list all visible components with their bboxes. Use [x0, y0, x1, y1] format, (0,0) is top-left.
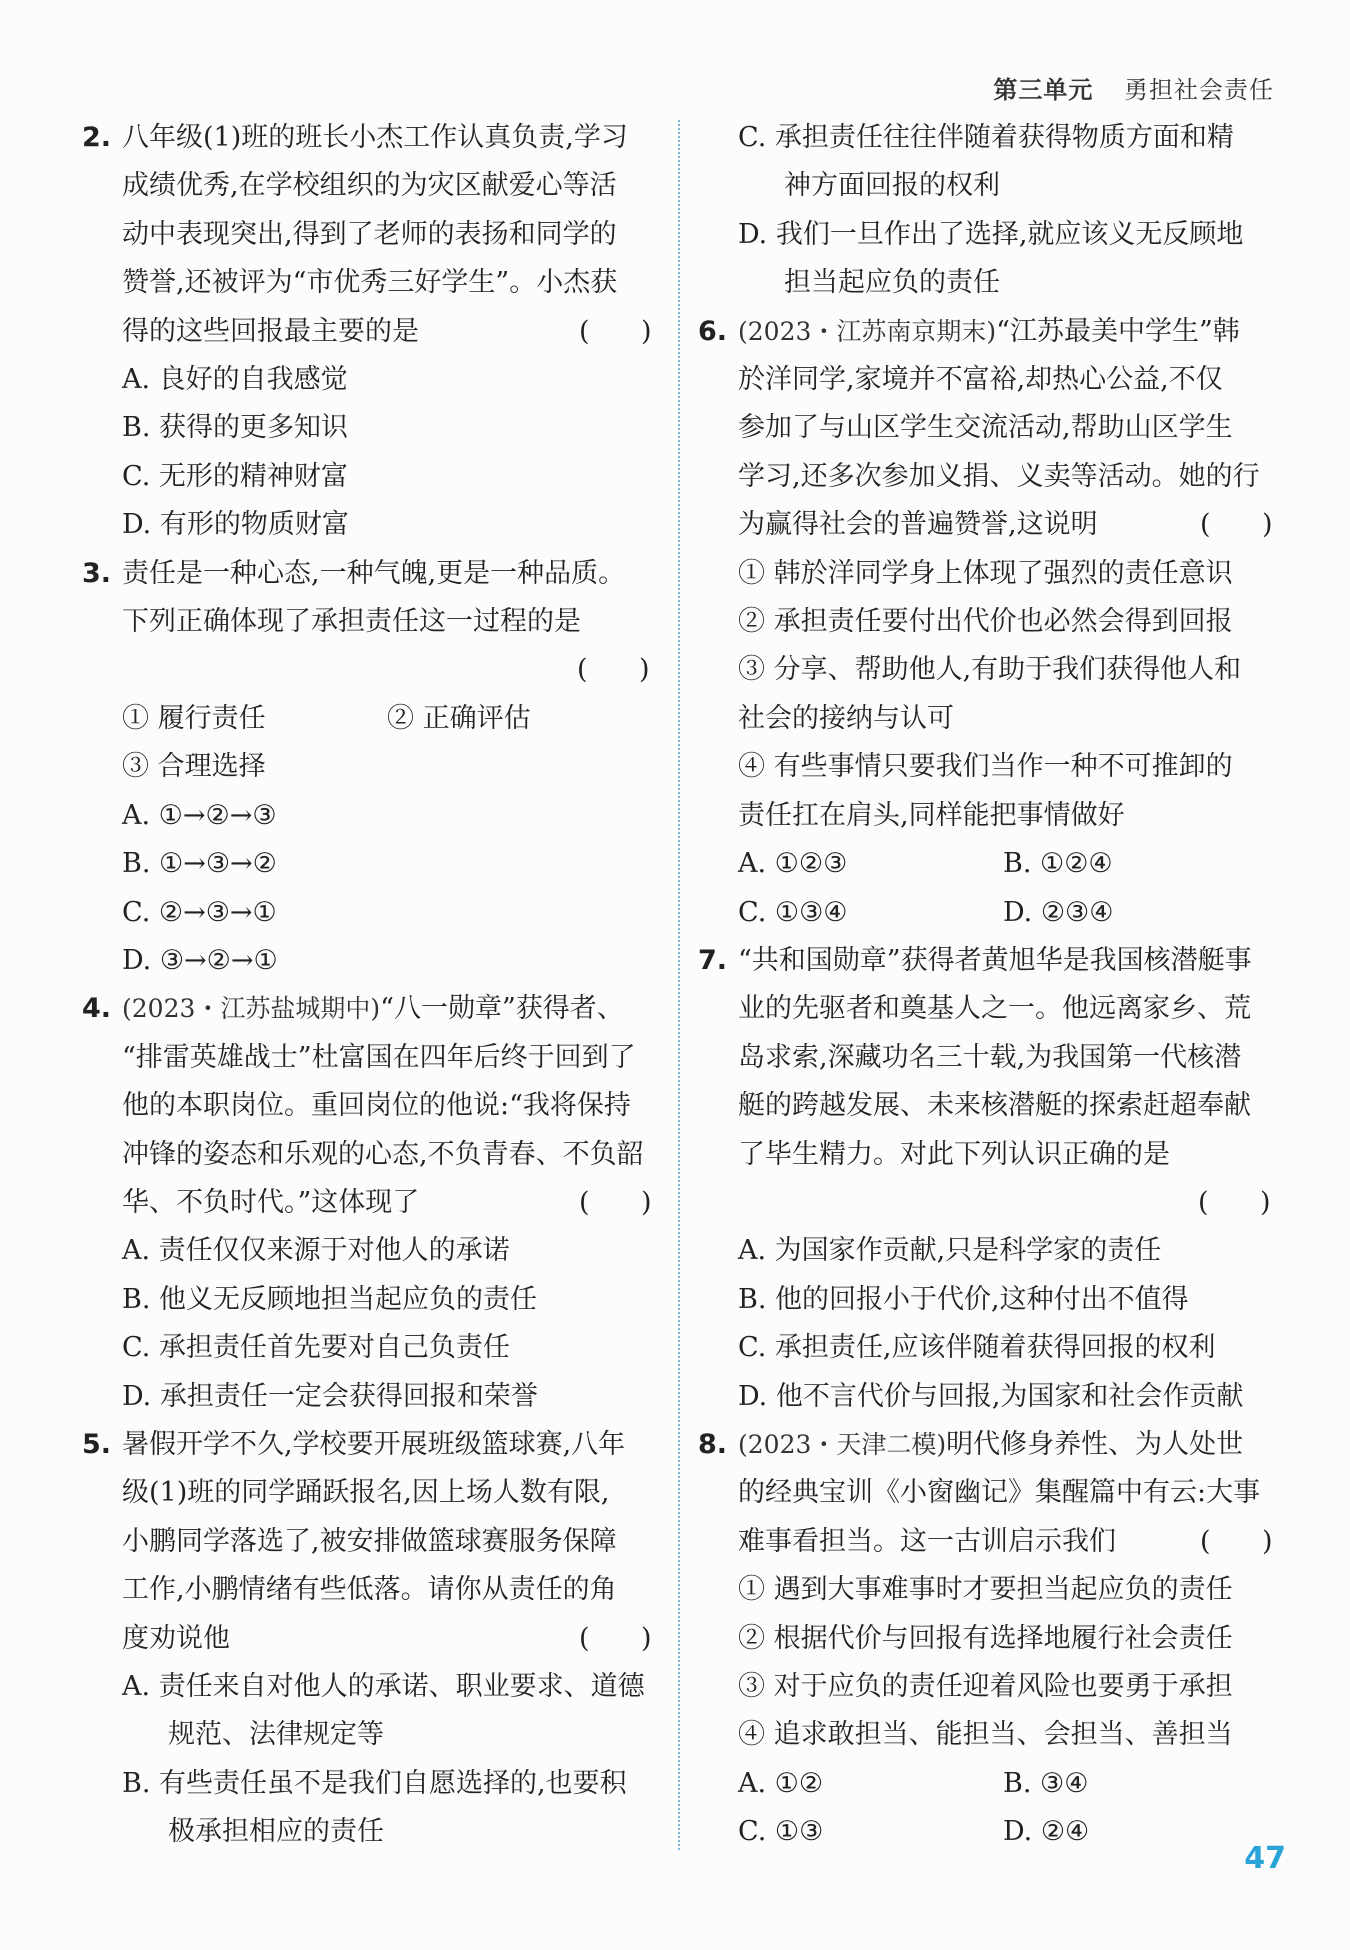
statement-2: ② 根据代价与回报有选择地履行社会责任 — [738, 1622, 1233, 1654]
question-text: 他的本职岗位。重回岗位的他说:“我将保持 — [122, 1090, 631, 1122]
question-text: 为赢得社会的普遍赞誉,这说明 — [738, 509, 1098, 541]
option-d[interactable]: D. ②③④ — [1003, 896, 1114, 928]
question-source: (2023・天津二模) — [738, 1429, 947, 1459]
question-5 — [82, 1421, 657, 1857]
question-text: “八一勋章”获得者、 — [380, 993, 624, 1025]
statement-1: ① 履行责任 — [122, 702, 266, 734]
question-text: 业的先驱者和奠基人之一。他远离家乡、荒 — [738, 993, 1251, 1025]
option-b[interactable]: B. ①→③→② — [122, 848, 277, 880]
question-text: “排雷英雄战士”杜富国在四年后终于回到了 — [122, 1041, 636, 1073]
question-text: 冲锋的姿态和乐观的心态,不负青春、不负韶 — [122, 1138, 644, 1170]
option-c[interactable]: C. ②→③→① — [122, 896, 277, 928]
question-number: 5. — [82, 1428, 112, 1460]
answer-blank[interactable]: ( ) — [577, 654, 650, 686]
unit-title: 勇担社会责任 — [1124, 76, 1274, 104]
option-d[interactable]: D. 我们一旦作出了选择,就应该义无反顾地 — [738, 218, 1244, 250]
question-source: (2023・江苏盐城期中) — [122, 994, 381, 1024]
option-b[interactable]: B. 获得的更多知识 — [122, 412, 349, 444]
question-number: 3. — [82, 557, 112, 589]
question-text: 了毕生精力。对此下列认识正确的是 — [738, 1138, 1170, 1170]
page-header — [993, 70, 1274, 105]
question-number: 7. — [698, 944, 728, 976]
option-b[interactable]: B. ①②④ — [1003, 848, 1113, 880]
option-b[interactable]: B. 有些责任虽不是我们自愿选择的,也要积 — [122, 1767, 627, 1799]
option-c[interactable]: C. 承担责任首先要对自己负责任 — [122, 1332, 510, 1364]
option-c[interactable]: C. ①③④ — [738, 896, 848, 928]
option-c[interactable]: C. ①③ — [738, 1816, 824, 1848]
question-2 — [82, 114, 657, 550]
option-a[interactable]: A. 责任仅仅来源于对他人的承诺 — [122, 1235, 510, 1267]
statement-3: ③ 合理选择 — [122, 751, 266, 783]
question-text: 责任是一种心态,一种气魄,更是一种品质。 — [122, 557, 626, 589]
question-text: 得的这些回报最主要的是 — [122, 315, 419, 347]
question-number: 6. — [698, 315, 728, 347]
question-text: 华、不负时代。”这体现了 — [122, 1186, 420, 1218]
question-text: 八年级(1)班的班长小杰工作认真负责,学习 — [122, 122, 628, 153]
statement-3: ③ 对于应负的责任迎着风险也要勇于承担 — [738, 1671, 1233, 1702]
statement-1: ① 韩於洋同学身上体现了强烈的责任意识 — [738, 557, 1233, 589]
option-d-cont: 担当起应负的责任 — [784, 267, 1000, 299]
statement-4: ④ 有些事情只要我们当作一种不可推卸的 — [738, 751, 1233, 783]
option-a[interactable]: A. 良好的自我感觉 — [122, 364, 348, 396]
option-d[interactable]: D. ②④ — [1003, 1816, 1090, 1848]
question-text: 小鹏同学落选了,被安排做篮球赛服务保障 — [122, 1525, 617, 1557]
question-text: 工作,小鹏情绪有些低落。请你从责任的角 — [122, 1574, 617, 1606]
option-b[interactable]: B. ③④ — [1003, 1767, 1089, 1799]
statement-3-cont: 社会的接纳与认可 — [738, 702, 954, 734]
question-3 — [82, 550, 657, 986]
answer-blank[interactable]: ( ) — [1200, 509, 1273, 541]
statement-2: ② 正确评估 — [387, 702, 531, 734]
answer-blank[interactable]: ( ) — [1198, 1186, 1271, 1218]
question-text: 下列正确体现了承担责任这一过程的是 — [122, 606, 581, 638]
statement-3: ③ 分享、帮助他人,有助于我们获得他人和 — [738, 654, 1242, 686]
question-text: 级(1)班的同学踊跃报名,因上场人数有限, — [122, 1477, 610, 1509]
option-d[interactable]: D. ③→②→① — [122, 944, 278, 976]
question-text: 赞誉,还被评为“市优秀三好学生”。小杰获 — [122, 267, 618, 299]
option-b[interactable]: B. 他的回报小于代价,这种付出不值得 — [738, 1283, 1189, 1315]
option-c[interactable]: C. 无形的精神财富 — [122, 460, 348, 492]
answer-blank[interactable]: ( ) — [579, 315, 652, 347]
question-text: 艇的跨越发展、未来核潜艇的探索赶超奉献 — [738, 1090, 1251, 1122]
question-number: 2. — [82, 122, 112, 153]
answer-blank[interactable]: ( ) — [579, 1186, 652, 1218]
page-number: 47 — [1244, 1841, 1286, 1876]
question-text: 於洋同学,家境并不富裕,却热心公益,不仅 — [738, 364, 1223, 396]
question-text: 动中表现突出,得到了老师的表扬和同学的 — [122, 218, 617, 250]
statement-2: ② 承担责任要付出代价也必然会得到回报 — [738, 606, 1233, 638]
option-c[interactable]: C. 承担责任往往伴随着获得物质方面和精 — [738, 122, 1234, 153]
question-text: 度劝说他 — [122, 1622, 230, 1654]
question-text: 难事看担当。这一古训启示我们 — [738, 1525, 1116, 1557]
question-6 — [698, 308, 1278, 937]
question-5-continued — [698, 114, 1278, 308]
question-text: 岛求索,深藏功名三十载,为我国第一代核潜 — [738, 1041, 1242, 1073]
unit-label: 第三单元 — [993, 75, 1094, 104]
question-source: (2023・江苏南京期末) — [738, 316, 997, 346]
question-4 — [82, 985, 657, 1421]
answer-blank[interactable]: ( ) — [1200, 1525, 1273, 1557]
option-c[interactable]: C. 承担责任,应该伴随着获得回报的权利 — [738, 1332, 1216, 1364]
question-number: 8. — [698, 1428, 728, 1460]
question-text: 参加了与山区学生交流活动,帮助山区学生 — [738, 412, 1233, 444]
question-text: “共和国勋章”获得者黄旭华是我国核潜艇事 — [738, 944, 1252, 976]
left-column — [82, 114, 657, 1857]
question-text: 的经典宝训《小窗幽记》集醒篇中有云:大事 — [738, 1477, 1261, 1509]
answer-blank[interactable]: ( ) — [579, 1622, 652, 1654]
option-b-cont: 极承担相应的责任 — [168, 1816, 384, 1848]
option-a[interactable]: A. ①→②→③ — [122, 799, 277, 831]
statement-4: ④ 追求敢担当、能担当、会担当、善担当 — [738, 1719, 1233, 1751]
question-text: 明代修身养性、为人处世 — [946, 1428, 1244, 1460]
question-number: 4. — [82, 993, 112, 1025]
option-a-cont: 规范、法律规定等 — [168, 1719, 384, 1751]
question-text: “江苏最美中学生”韩 — [996, 315, 1240, 347]
option-d[interactable]: D. 他不言代价与回报,为国家和社会作贡献 — [738, 1380, 1244, 1412]
question-text: 成绩优秀,在学校组织的为灾区献爱心等活 — [122, 170, 617, 202]
statement-1: ① 遇到大事难事时才要担当起应负的责任 — [738, 1574, 1233, 1606]
column-divider — [678, 120, 680, 1850]
right-column — [698, 114, 1278, 1857]
option-a[interactable]: A. ①② — [738, 1767, 824, 1799]
option-a[interactable]: A. ①②③ — [738, 848, 848, 880]
option-a[interactable]: A. 责任来自对他人的承诺、职业要求、道德 — [122, 1671, 645, 1702]
question-8 — [698, 1421, 1278, 1857]
question-text: 暑假开学不久,学校要开展班级篮球赛,八年 — [122, 1428, 626, 1460]
option-d[interactable]: D. 承担责任一定会获得回报和荣誉 — [122, 1380, 538, 1412]
statement-4-cont: 责任扛在肩头,同样能把事情做好 — [738, 799, 1125, 831]
option-a[interactable]: A. 为国家作贡献,只是科学家的责任 — [738, 1235, 1162, 1267]
option-c-cont: 神方面回报的权利 — [784, 170, 1000, 202]
option-d[interactable]: D. 有形的物质财富 — [122, 509, 349, 541]
question-7 — [698, 937, 1278, 1421]
question-text: 学习,还多次参加义捐、义卖等活动。她的行 — [738, 460, 1260, 492]
option-b[interactable]: B. 他义无反顾地担当起应负的责任 — [122, 1283, 538, 1315]
